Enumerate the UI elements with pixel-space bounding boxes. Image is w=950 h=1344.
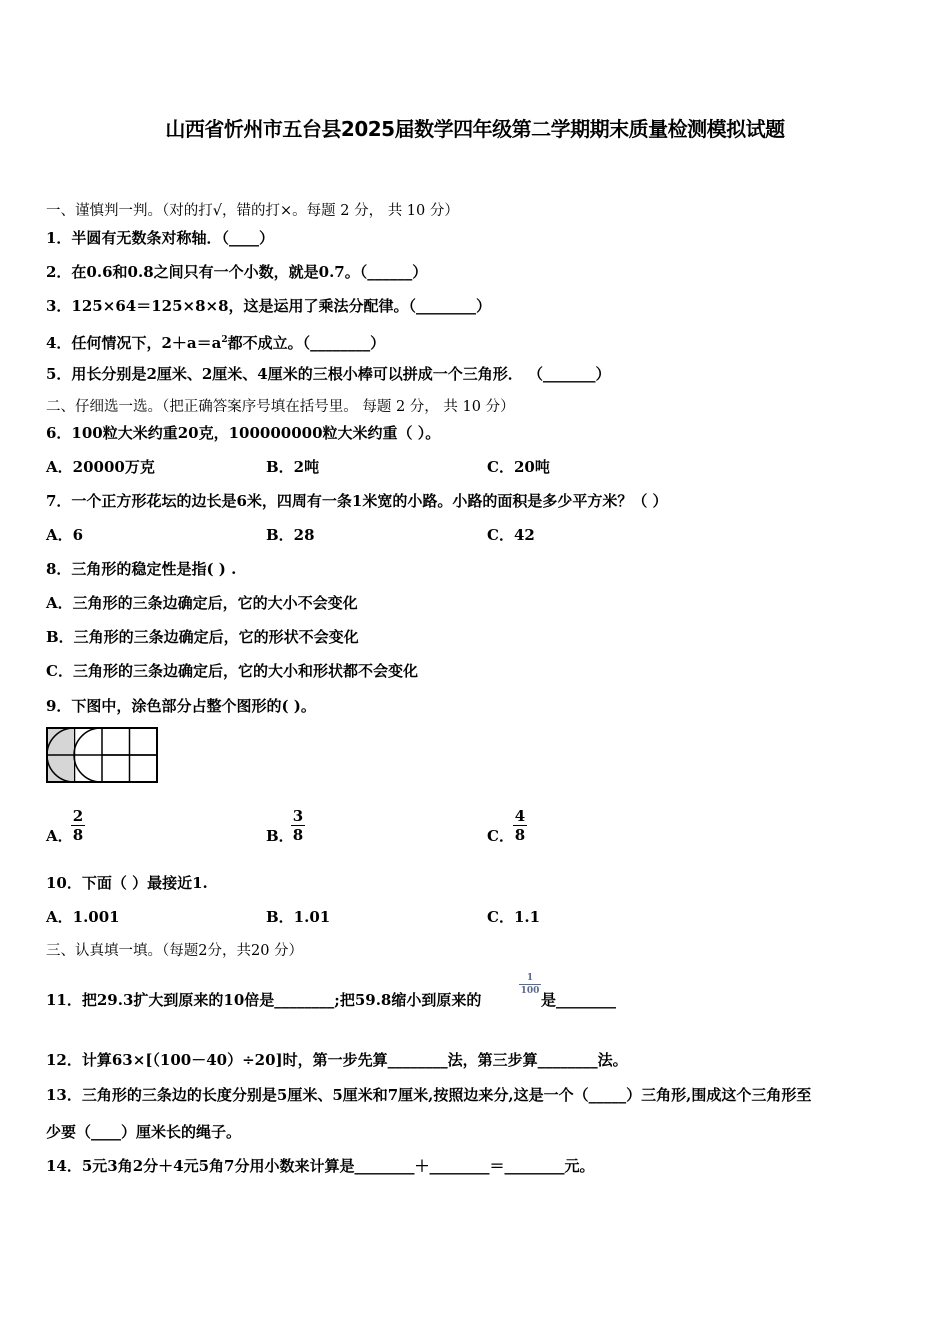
fraction-denominator: 8 xyxy=(72,826,84,844)
question-11-part-b: 是________ xyxy=(541,991,617,1009)
question-13-line-1: 13．三角形的三条边的长度分别是5厘米、5厘米和7厘米,按照边来分,这是一个（_____）三角形,围成这个三角形至 xyxy=(46,1086,812,1104)
question-7-option-a: A．6 xyxy=(46,526,84,544)
fraction-denominator: 8 xyxy=(514,826,526,844)
fraction-numerator: 3 xyxy=(292,807,304,825)
question-6-option-c: C．20吨 xyxy=(487,458,550,476)
question-10-option-a: A．1.001 xyxy=(46,908,120,926)
question-4 xyxy=(46,330,385,353)
question-12: 12．计算63×[（100－40）÷20]时，第一步先算________法，第三步算________法。 xyxy=(46,1051,628,1069)
fraction-denominator: 8 xyxy=(292,826,304,844)
fraction-numerator: 2 xyxy=(72,807,84,825)
question-6: 6．100粒大米约重20克，100000000粒大米约重（ ）。 xyxy=(46,424,441,442)
question-9-option-a: A． xyxy=(46,827,73,845)
section-3-heading: 三、认真填一填。（每题2分，共20 分） xyxy=(46,943,304,959)
question-8-option-b: B．三角形的三条边确定后，它的形状不会变化 xyxy=(46,628,359,646)
question-3: 3．125×64＝125×8×8，这是运用了乘法分配律。（________） xyxy=(46,297,492,315)
question-5: 5．用长分别是2厘米、2厘米、4厘米的三根小棒可以拼成一个三角形． （_______） xyxy=(46,365,611,383)
question-8-option-a: A．三角形的三条边确定后，它的大小不会变化 xyxy=(46,594,358,612)
question-9-option-c-fraction xyxy=(513,808,527,843)
question-10-option-b: B．1.01 xyxy=(266,908,331,926)
question-9-option-b-fraction xyxy=(291,808,305,843)
question-14: 14．5元3角2分＋4元5角7分用小数来计算是________＋________＝________元。 xyxy=(46,1157,595,1175)
question-11-fraction xyxy=(519,973,541,996)
section-2-heading: 二、仔细选一选。（把正确答案序号填在括号里。 每题 2 分， 共 10 分） xyxy=(46,399,515,415)
question-2: 2．在0.6和0.8之间只有一个小数，就是0.7。（______） xyxy=(46,263,428,281)
question-8: 8．三角形的稳定性是指( ) . xyxy=(46,560,237,578)
question-13-line-2: 少要（____）厘米长的绳子。 xyxy=(46,1123,242,1141)
question-8-option-c: C．三角形的三条边确定后，它的大小和形状都不会变化 xyxy=(46,662,418,680)
fraction-denominator: 100 xyxy=(520,986,540,996)
question-6-option-b: B．2吨 xyxy=(266,458,320,476)
question-9-option-c: C． xyxy=(487,827,514,845)
question-9: 9．下图中，涂色部分占整个图形的( )。 xyxy=(46,697,316,715)
section-1-heading: 一、谨慎判一判。（对的打√，错的打×。每题 2 分， 共 10 分） xyxy=(46,203,459,219)
question-10-option-c: C．1.1 xyxy=(487,908,541,926)
question-6-option-a: A．20000万克 xyxy=(46,458,155,476)
question-10: 10．下面（ ）最接近1. xyxy=(46,874,208,892)
question-4-text-b: 都不成立。（________） xyxy=(227,334,386,352)
question-9-option-a-fraction xyxy=(71,808,85,843)
fraction-numerator: 1 xyxy=(526,973,534,983)
page-title: 山西省忻州市五台县2025届数学四年级第二学期期末质量检测模拟试题 xyxy=(165,117,785,141)
question-4-text-a: 4．任何情况下，2＋a＝a xyxy=(46,334,222,352)
question-7-option-c: C．42 xyxy=(487,526,535,544)
question-11-part-a: 11．把29.3扩大到原来的10倍是________;把59.8缩小到原来的 xyxy=(46,991,482,1009)
question-7: 7．一个正方形花坛的边长是6米，四周有一条1米宽的小路。小路的面积是多少平方米？（ ） xyxy=(46,492,668,510)
fraction-numerator: 4 xyxy=(514,807,526,825)
question-9-option-b: B． xyxy=(266,827,294,845)
question-9-figure xyxy=(46,727,160,784)
question-1: 1．半圆有无数条对称轴．（____） xyxy=(46,229,274,247)
question-7-option-b: B．28 xyxy=(266,526,315,544)
question-4-superscript: 2 xyxy=(221,335,228,345)
